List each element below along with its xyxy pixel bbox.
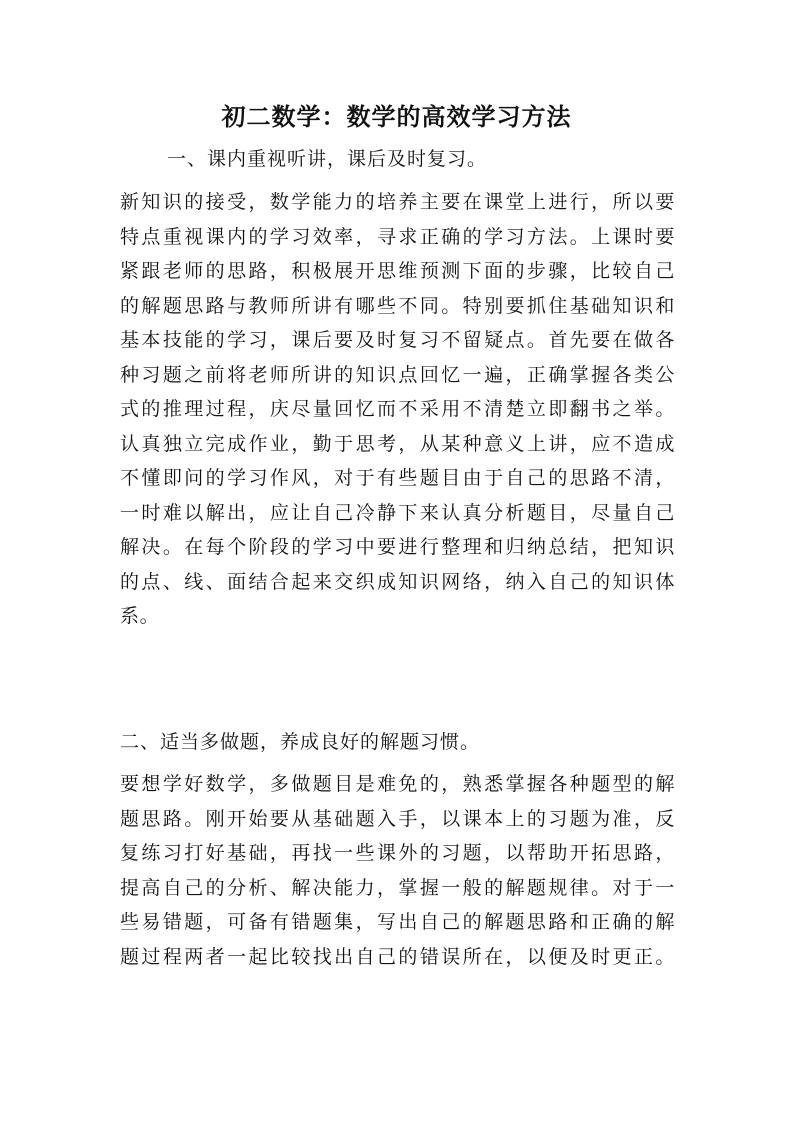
paragraph-line: 复练习打好基础，再找一些课外的习题，以帮助开拓思路， (120, 842, 675, 864)
paragraph-line: 要想学好数学，多做题目是难免的，熟悉掌握各种题型的解 (120, 773, 675, 795)
paragraph-line: 不懂即问的学习作风，对于有些题目由于自己的思路不清， (120, 467, 675, 489)
paragraph-line: 的解题思路与教师所讲有哪些不同。特别要抓住基础知识和 (120, 294, 675, 317)
paragraph-line: 些易错题，可备有错题集，写出自己的解题思路和正确的解 (120, 911, 675, 933)
paragraph-line: 系。 (120, 605, 160, 627)
paragraph-line: 的点、线、面结合起来交织成知识网络，纳入自己的知识体 (120, 570, 675, 593)
section-2-paragraph (120, 768, 675, 975)
paragraph-line: 紧跟老师的思路，积极展开思维预测下面的步骤，比较自己 (120, 260, 675, 282)
paragraph-line: 种习题之前将老师所讲的知识点回忆一遍，正确掌握各类公 (120, 363, 675, 386)
paragraph-line: 提高自己的分析、解决能力，掌握一般的解题规律。对于一 (120, 876, 675, 899)
paragraph-line: 基本技能的学习，课后要及时复习不留疑点。首先要在做各 (120, 329, 675, 351)
paragraph-line: 解决。在每个阶段的学习中要进行整理和归纳总结，把知识 (120, 536, 675, 558)
section-1-paragraph (120, 186, 675, 635)
section-2-heading: 二、适当多做题，养成良好的解题习惯。 (120, 731, 481, 753)
paragraph-line: 题思路。刚开始要从基础题入手，以课本上的习题为准，反 (120, 807, 675, 830)
paragraph-line: 式的推理过程，庆尽量回忆而不采用不清楚立即翻书之举。 (120, 398, 675, 420)
paragraph-line: 认真独立完成作业，勤于思考，从某种意义上讲，应不造成 (120, 432, 675, 455)
paragraph-line: 新知识的接受，数学能力的培养主要在课堂上进行，所以要 (120, 191, 675, 213)
section-1-heading: 一、课内重视听讲，课后及时复习。 (167, 148, 488, 170)
paragraph-line: 题过程两者一起比较找出自己的错误所在，以便及时更正。 (120, 945, 675, 968)
paragraph-line: 特点重视课内的学习效率，寻求正确的学习方法。上课时要 (120, 225, 675, 248)
paragraph-line: 一时难以解出，应让自己冷静下来认真分析题目，尽量自己 (120, 501, 675, 524)
document-title: 初二数学：数学的高效学习方法 (221, 102, 572, 131)
